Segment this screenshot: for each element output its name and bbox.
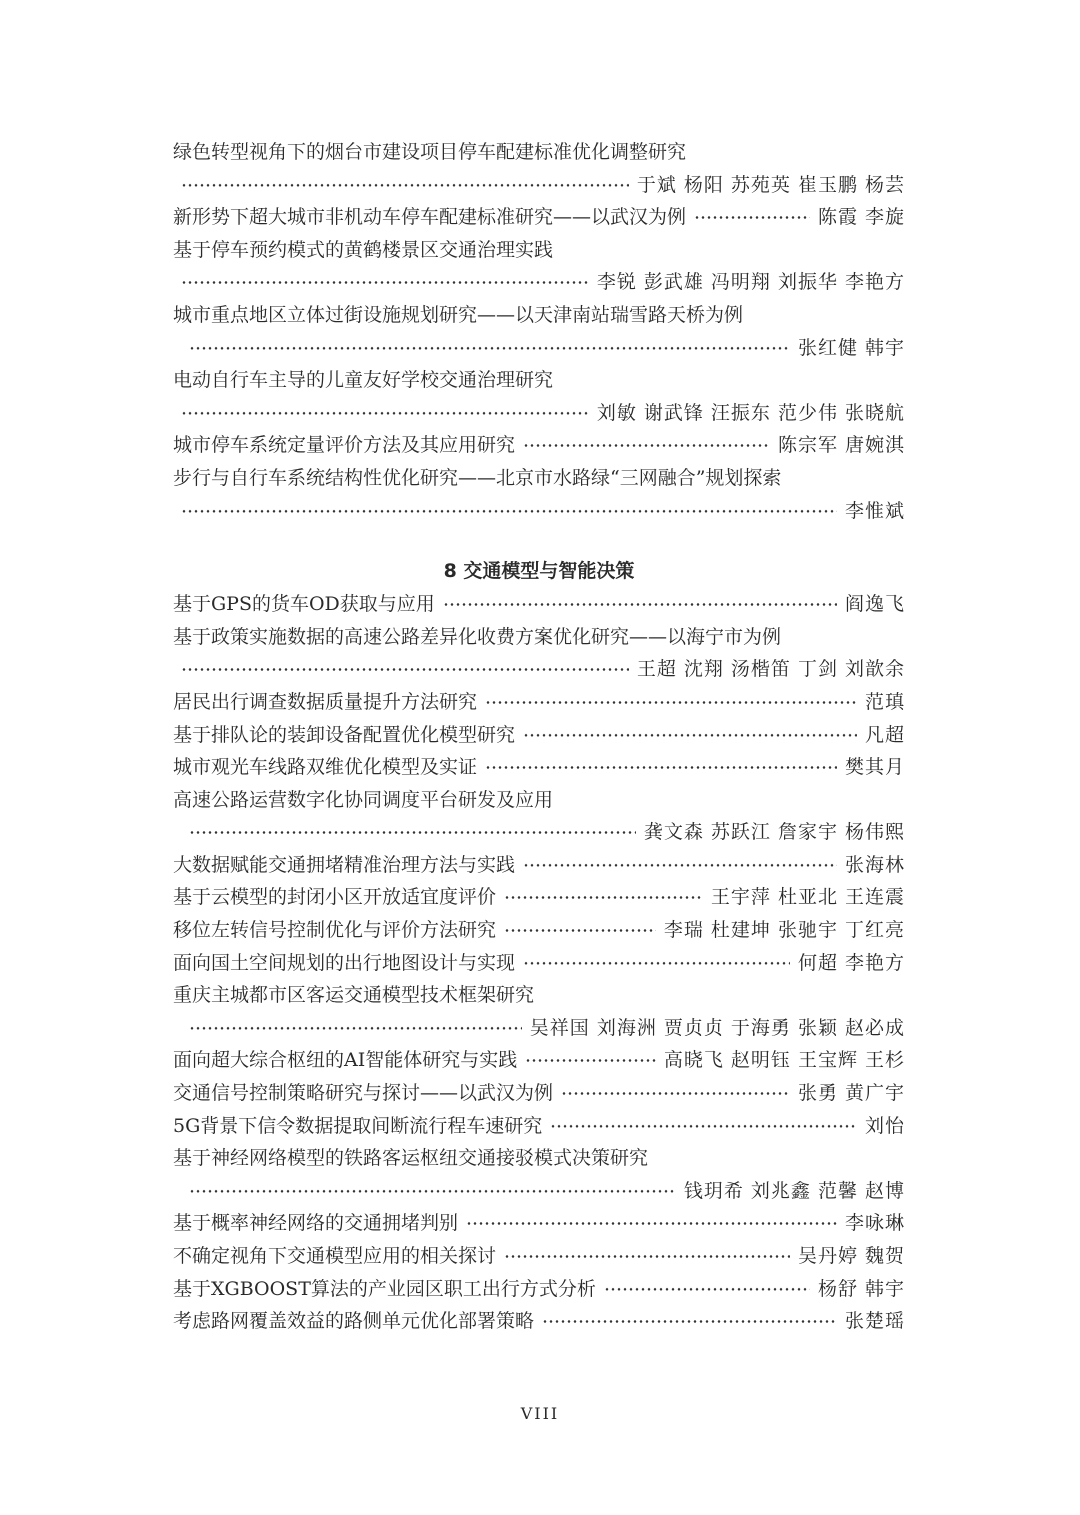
dot-leader	[181, 653, 629, 686]
entry-authors: 范瑱	[864, 690, 905, 713]
toc-entry-line	[173, 881, 905, 914]
toc-entry-line	[173, 979, 905, 1012]
toc-entry-line	[173, 332, 905, 365]
dot-leader	[189, 1175, 676, 1208]
dot-leader	[542, 1305, 837, 1338]
entry-title: 基于GPS的货车OD获取与应用	[173, 593, 435, 616]
entry-title: 基于神经网络模型的铁路客运枢纽交通接驳模式决策研究	[173, 1147, 649, 1170]
dot-leader	[181, 266, 589, 299]
dot-leader	[504, 914, 656, 947]
toc-entry-line	[173, 686, 905, 719]
entry-title: 基于排队论的装卸设备配置优化模型研究	[173, 723, 516, 746]
toc-entry-line	[173, 1044, 905, 1077]
entry-title: 步行与自行车系统结构性优化研究——北京市水路绿“三网融合”规划探索	[173, 466, 782, 489]
toc-entry-line	[173, 169, 905, 202]
dot-leader	[604, 1273, 810, 1306]
section-heading: 8 交通模型与智能决策	[443, 560, 635, 583]
entry-authors: 凡超	[864, 723, 905, 746]
toc-entry-line	[173, 588, 905, 621]
toc-entry-line	[173, 653, 905, 686]
entry-title: 交通信号控制策略研究与探讨——以武汉为例	[173, 1082, 554, 1105]
toc-entry-line	[173, 914, 905, 947]
entry-authors: 陈霞 李旋	[817, 206, 905, 229]
entry-title: 城市观光车线路双维优化模型及实证	[173, 756, 478, 779]
entry-authors: 陈宗军 唐婉淇	[777, 434, 905, 457]
entry-title: 绿色转型视角下的烟台市建设项目停车配建标准优化调整研究	[173, 141, 687, 163]
entry-title: 大数据赋能交通拥堵精准治理方法与实践	[173, 853, 516, 876]
entry-authors: 于斌 杨阳 苏苑英 崔玉鹏 杨芸	[636, 173, 905, 196]
toc-entry-line	[173, 201, 905, 234]
toc-group-section-8	[173, 588, 905, 1338]
dot-leader	[504, 881, 703, 914]
dot-leader	[443, 588, 837, 621]
page-number: VIII	[520, 1404, 560, 1423]
toc-entry-line	[173, 266, 905, 299]
entry-authors: 吴丹婷 魏贺	[797, 1245, 905, 1267]
entry-authors: 张楚瑶	[844, 1310, 905, 1333]
toc-entry-line	[173, 816, 905, 849]
entry-title: 新形势下超大城市非机动车停车配建标准研究——以武汉为例	[173, 206, 687, 229]
entry-authors: 刘敏 谢武锋 汪振东 范少伟 张晓航	[596, 401, 905, 424]
entry-title: 面向超大综合枢纽的AI智能体研究与实践	[173, 1049, 518, 1072]
toc-entry-line	[173, 299, 905, 332]
toc-entry-line	[173, 784, 905, 817]
entry-authors: 张勇 黄广宇	[797, 1082, 905, 1105]
entry-title: 基于概率神经网络的交通拥堵判别	[173, 1212, 459, 1235]
entry-title: 居民出行调查数据质量提升方法研究	[173, 690, 478, 713]
entry-authors: 樊其月	[844, 756, 905, 779]
toc-entry-line	[173, 495, 905, 528]
toc-entry-line	[173, 1273, 905, 1306]
toc-entry-line	[173, 429, 905, 462]
dot-leader	[550, 1110, 857, 1143]
entry-authors: 刘怡	[864, 1114, 905, 1137]
dot-leader	[523, 719, 857, 752]
dot-leader	[485, 751, 837, 784]
entry-title: 基于XGBOOST算法的产业园区职工出行方式分析	[173, 1277, 596, 1300]
toc-entry-line	[173, 1142, 905, 1175]
entry-authors: 张海林	[844, 853, 905, 876]
toc-entry-line	[173, 1175, 905, 1208]
toc-entry-line	[173, 947, 905, 980]
entry-authors: 张红健 韩宇	[797, 336, 905, 359]
section-gap	[173, 527, 905, 554]
entry-authors: 杨舒 韩宇	[817, 1277, 905, 1300]
dot-leader	[504, 1240, 790, 1273]
entry-authors: 钱玥希 刘兆鑫 范馨 赵博	[683, 1179, 905, 1202]
dot-leader	[181, 495, 837, 528]
entry-title: 电动自行车主导的儿童友好学校交通治理研究	[173, 369, 554, 392]
toc-entry-line	[173, 397, 905, 430]
dot-leader	[189, 816, 636, 849]
entry-title: 重庆主城都市区客运交通模型技术框架研究	[173, 984, 535, 1007]
toc-entry-line	[173, 1207, 905, 1240]
dot-leader	[485, 686, 857, 719]
entry-title: 5G背景下信令数据提取间断流行程车速研究	[173, 1114, 543, 1137]
toc-entry-line	[173, 136, 905, 169]
dot-leader	[525, 1044, 656, 1077]
entry-authors: 王宇萍 杜亚北 王连震	[710, 886, 905, 909]
entry-authors: 李咏琳	[844, 1212, 905, 1235]
entry-authors: 吴祥国 刘海洲 贾贞贞 于海勇 张颖 赵必成	[529, 1016, 905, 1039]
entry-authors: 阎逸飞	[844, 593, 905, 616]
dot-leader	[189, 1012, 522, 1045]
entry-title: 基于政策实施数据的高速公路差异化收费方案优化研究——以海宁市为例	[173, 625, 782, 648]
toc-entry-line	[173, 751, 905, 784]
dot-leader	[181, 169, 629, 202]
toc-entry-line	[173, 621, 905, 654]
dot-leader	[523, 429, 770, 462]
entry-title: 面向国土空间规划的出行地图设计与实现	[173, 951, 516, 974]
entry-authors: 王超 沈翔 汤楷笛 丁剑 刘歆余	[636, 658, 905, 681]
entry-title: 不确定视角下交通模型应用的相关探讨	[173, 1245, 497, 1267]
entry-authors: 龚文森 苏跃江 詹家宇 杨伟熙	[643, 821, 905, 844]
dot-leader	[189, 332, 790, 365]
toc-entry-line	[173, 462, 905, 495]
entry-title: 移位左转信号控制优化与评价方法研究	[173, 919, 497, 942]
entry-authors: 高晓飞 赵明钰 王宝辉 王杉	[663, 1049, 905, 1072]
toc-content	[173, 136, 905, 1338]
entry-authors: 李锐 彭武雄 冯明翔 刘振华 李艳方	[596, 271, 905, 294]
entry-title: 考虑路网覆盖效益的路侧单元优化部署策略	[173, 1310, 535, 1333]
toc-group-previous-section	[173, 136, 905, 527]
dot-leader	[466, 1207, 837, 1240]
dot-leader	[523, 849, 837, 882]
entry-title: 基于云模型的封闭小区开放适宜度评价	[173, 886, 497, 909]
entry-authors: 何超 李艳方	[797, 951, 905, 974]
toc-entry-line	[173, 1240, 905, 1273]
entry-title: 城市重点地区立体过街设施规划研究——以天津南站瑞雪路天桥为例	[173, 303, 744, 326]
entry-title: 高速公路运营数字化协同调度平台研发及应用	[173, 788, 554, 811]
toc-entry-line	[173, 234, 905, 267]
toc-entry-line	[173, 1305, 905, 1338]
dot-leader	[561, 1077, 790, 1110]
dot-leader	[694, 201, 810, 234]
toc-entry-line	[173, 849, 905, 882]
dot-leader	[523, 947, 790, 980]
entry-title: 基于停车预约模式的黄鹤楼景区交通治理实践	[173, 238, 554, 261]
toc-entry-line	[173, 364, 905, 397]
toc-entry-line	[173, 1077, 905, 1110]
entry-title: 城市停车系统定量评价方法及其应用研究	[173, 434, 516, 457]
entry-authors: 李惟斌	[844, 499, 905, 522]
toc-entry-line	[173, 1110, 905, 1143]
toc-entry-line	[173, 719, 905, 752]
entry-authors: 李瑞 杜建坤 张驰宇 丁红亮	[663, 919, 905, 942]
dot-leader	[181, 397, 589, 430]
toc-entry-line	[173, 1012, 905, 1045]
